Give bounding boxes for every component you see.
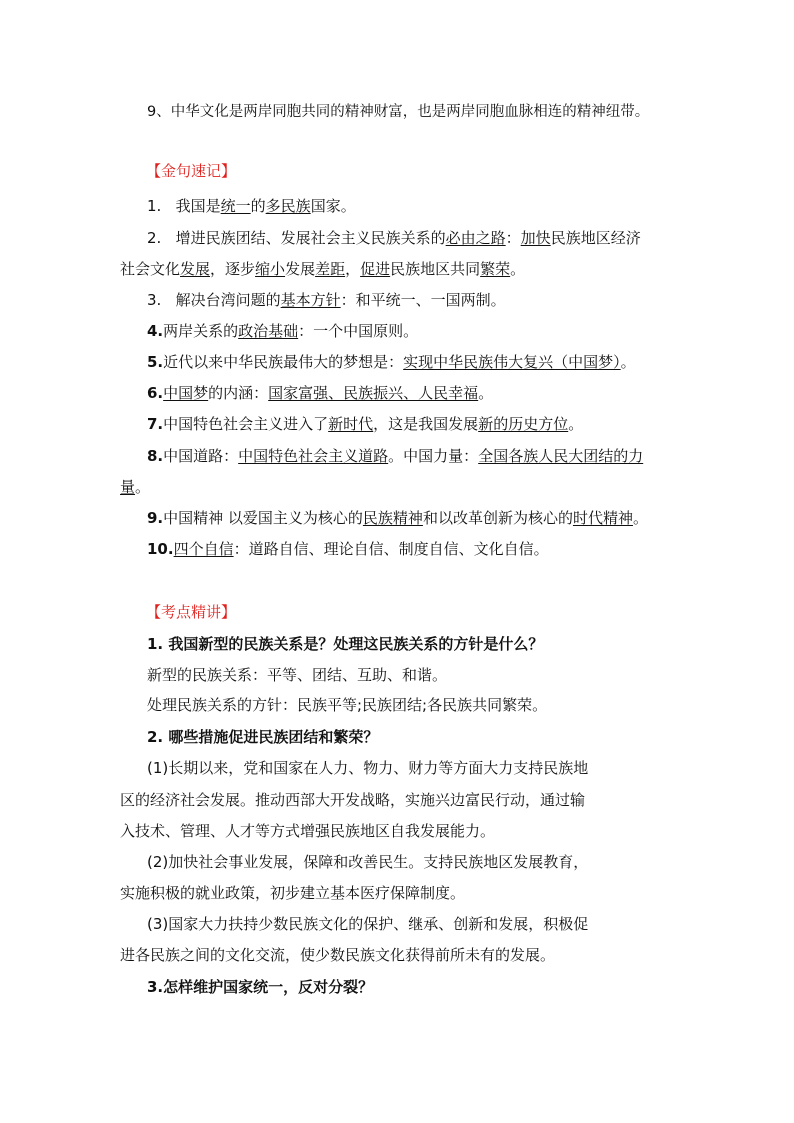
jingju-item-1: 1. 我国是统一的多民族国家。 [147,197,356,215]
underlined-term: 实现中华民族伟大复兴（中国梦） [403,353,621,371]
underlined-term: 必由之路 [445,229,506,247]
underlined-term: 基本方针 [280,291,341,309]
underlined-term: 差距 [315,260,346,278]
question-3: 3.怎样维护国家统一，反对分裂？ [147,978,374,996]
paragraph-1-line-2: 区的经济社会发展。推动西部大开发战略，实施兴边富民行动，通过输 [120,791,586,809]
jingju-item-2: 2. 增进民族团结、发展社会主义民族关系的必由之路：加快民族地区经济 [147,229,641,247]
jingju-item-5: 5.近代以来中华民族最伟大的梦想是：实现中华民族伟大复兴（中国梦）。 [147,353,636,371]
underlined-term: 新的历史方位 [478,415,569,433]
question-2: 2. 哪些措施促进民族团结和繁荣？ [147,728,379,746]
underlined-term: 国家富强、民族振兴、人民幸福 [268,384,479,402]
underlined-term: 繁荣 [480,260,511,278]
underlined-term: 全国各族人民大团结的力 [478,447,644,465]
jingju-item-6: 6.中国梦的内涵：国家富强、民族振兴、人民幸福。 [147,384,494,402]
paragraph-2-line-1: (2)加快社会事业发展，保障和改善民生。支持民族地区发展教育， [147,853,589,871]
underlined-term: 多民族 [265,197,311,215]
paragraph-3-line-1: (3)国家大力扶持少数民族文化的保护、继承、创新和发展，积极促 [147,915,589,933]
underlined-term: 新时代 [328,415,374,433]
section-title-jingju: 【金句速记】 [146,162,237,180]
underlined-term: 民族精神 [362,509,423,527]
underlined-term: 量 [120,478,136,496]
jingju-item-3: 3. 解决台湾问题的基本方针：和平统一、一国两制。 [147,291,506,309]
paragraph-1-line-1: (1)长期以来，党和国家在人力、物力、财力等方面大力支持民族地 [147,759,589,777]
question-1: 1. 我国新型的民族关系是？处理这民族关系的方针是什么？ [147,635,544,653]
underlined-term: 四个自信 [173,540,234,558]
answer-1-line-1: 新型的民族关系：平等、团结、互助、和谐。 [147,666,448,684]
intro-paragraph: 9、中华文化是两岸同胞共同的精神财富，也是两岸同胞血脉相连的精神纽带。 [147,104,650,120]
underlined-term: 促进 [360,260,391,278]
underlined-term: 统一 [220,197,251,215]
paragraph-2-line-2: 实施积极的就业政策，初步建立基本医疗保障制度。 [120,884,466,902]
jingju-item-10: 10.四个自信：道路自信、理论自信、制度自信、文化自信。 [147,540,549,558]
underlined-term: 政治基础 [238,322,299,340]
underlined-term: 中国特色社会主义道路 [238,447,389,465]
answer-1-line-2: 处理民族关系的方针：民族平等;民族团结;各民族共同繁荣。 [147,696,548,714]
underlined-term: 加快 [520,229,551,247]
section-title-kaodian: 【考点精讲】 [146,603,237,621]
underlined-term: 时代精神 [572,509,633,527]
paragraph-1-line-3: 入技术、管理、人才等方式增强民族地区自我发展能力。 [120,822,496,840]
jingju-item-2-cont: 社会文化发展，逐步缩小发展差距，促进民族地区共同繁荣。 [120,260,526,278]
jingju-item-9: 9.中国精神 以爱国主义为核心的民族精神和以改革创新为核心的时代精神。 [147,509,648,527]
jingju-item-4: 4.两岸关系的政治基础：一个中国原则。 [147,322,419,340]
jingju-item-8: 8.中国道路：中国特色社会主义道路。中国力量：全国各族人民大团结的力 [147,447,644,465]
underlined-term: 缩小 [255,260,286,278]
paragraph-3-line-2: 进各民族之间的文化交流，使少数民族文化获得前所未有的发展。 [120,946,556,964]
underlined-term: 发展 [180,260,211,278]
jingju-item-8-cont: 量。 [120,478,151,496]
jingju-item-7: 7.中国特色社会主义进入了新时代，这是我国发展新的历史方位。 [147,415,584,433]
underlined-term: 中国梦 [163,384,209,402]
